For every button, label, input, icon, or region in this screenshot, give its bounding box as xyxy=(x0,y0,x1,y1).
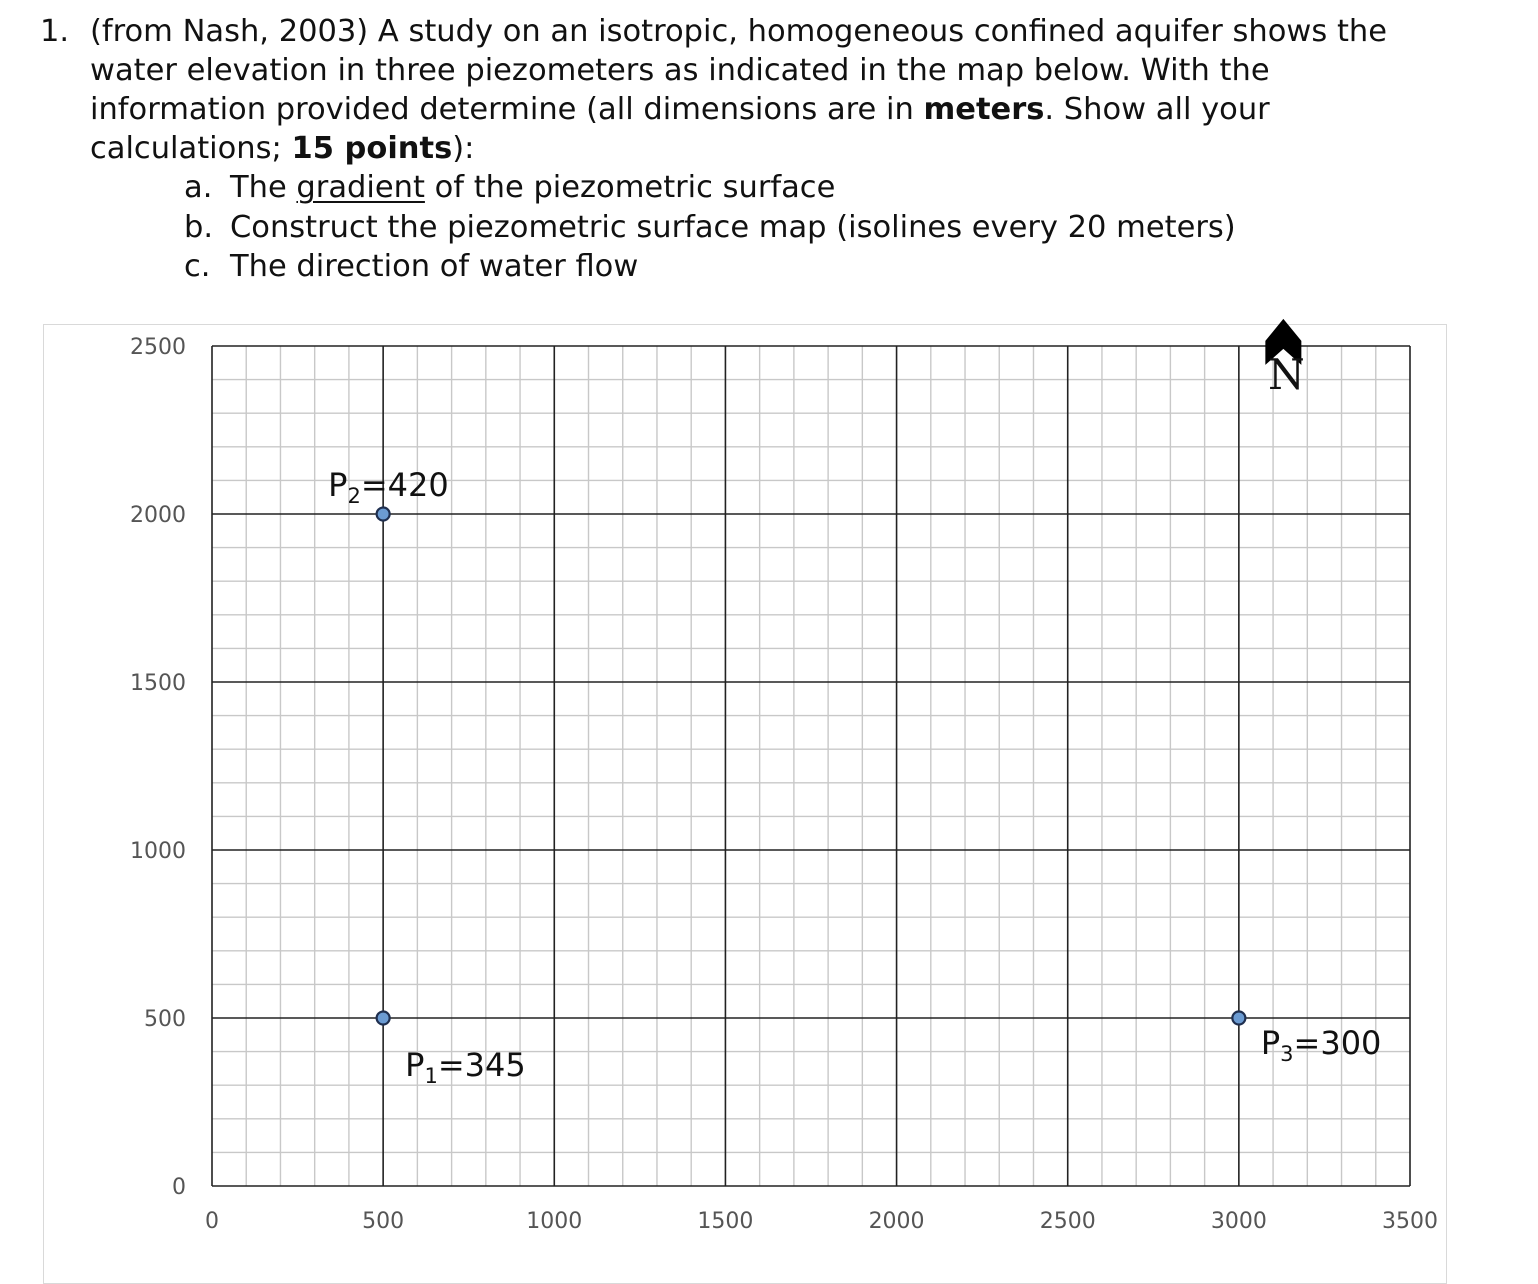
x-tick-label: 3500 xyxy=(1382,1209,1438,1234)
x-tick-label: 1500 xyxy=(697,1209,754,1234)
line3-tail: . Show all your xyxy=(1044,92,1270,127)
y-tick-label: 1500 xyxy=(130,671,186,696)
north-label: N xyxy=(1267,349,1305,399)
part-b-letter: b. xyxy=(184,209,214,245)
line4-text: calculations; xyxy=(90,131,292,166)
x-tick-label: 2500 xyxy=(1039,1209,1096,1234)
part-a-letter: a. xyxy=(184,170,213,205)
piezometer-point-2 xyxy=(377,508,390,521)
points-bold: 15 points xyxy=(291,131,453,166)
x-tick-label: 1000 xyxy=(526,1209,583,1234)
piezometer-point-3 xyxy=(1232,1012,1245,1025)
part-a-post: of the piezometric surface xyxy=(424,170,836,205)
y-tick-label: 2000 xyxy=(130,503,186,528)
question-line-2: water elevation in three piezometers as indicated in the map below. With the xyxy=(90,53,1270,88)
line3-text: information provided determine (all dimensions are in xyxy=(90,92,924,127)
piezometer-label-1: $P_1=345$ xyxy=(405,1046,526,1088)
x-tick-label: 500 xyxy=(362,1209,405,1234)
y-tick-label: 0 xyxy=(172,1175,186,1200)
part-a-underlined: gradient xyxy=(296,170,425,205)
x-tick-label: 3000 xyxy=(1210,1209,1267,1234)
line4-tail: ): xyxy=(452,131,475,166)
piezometer-label-3: $P_3=300$ xyxy=(1260,1024,1382,1066)
piezometer-point-1 xyxy=(377,1012,390,1025)
part-c-text: The direction of water flow xyxy=(230,249,639,284)
y-tick-label: 1000 xyxy=(130,839,186,864)
y-tick-label: 500 xyxy=(144,1007,186,1032)
question-number: 1. xyxy=(40,14,70,49)
x-tick-label: 0 xyxy=(205,1209,219,1234)
part-c-letter: c. xyxy=(184,249,211,284)
units-bold: meters xyxy=(923,92,1045,127)
piezometer-label-2: $P_2=420$ xyxy=(328,466,449,508)
y-tick-label: 2500 xyxy=(130,335,186,360)
part-b-text: Construct the piezometric surface map (isolines every 20 meters) xyxy=(230,209,1236,245)
question-line-1: (from Nash, 2003) A study on an isotropic, homogeneous confined aquifer shows the xyxy=(90,14,1387,49)
part-a-pre: The xyxy=(230,170,297,205)
x-tick-label: 2000 xyxy=(868,1209,925,1234)
